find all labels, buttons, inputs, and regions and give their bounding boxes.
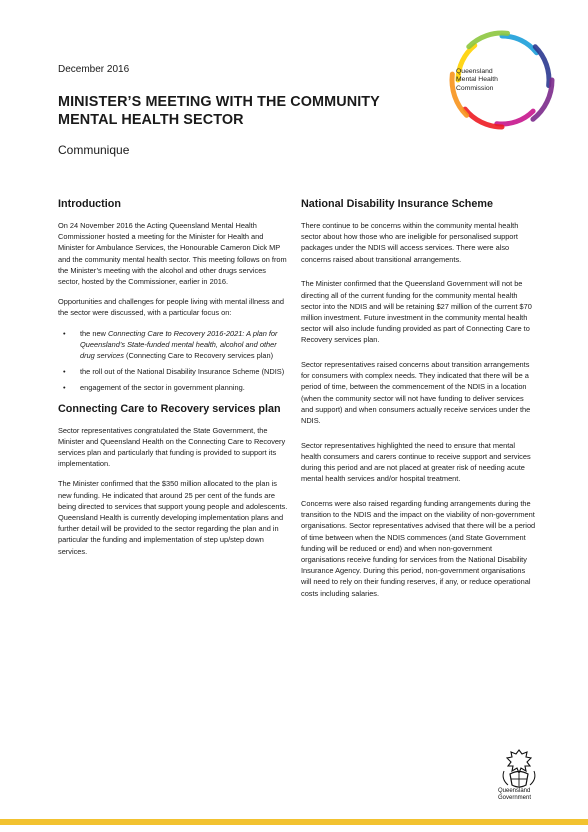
queensland-government-wordmark	[498, 788, 531, 802]
ndis-heading: National Disability Insurance Scheme	[301, 198, 494, 210]
footer-line-2: Government	[498, 795, 532, 801]
bullet-icon: •	[63, 367, 66, 377]
ccr-paragraph-1: Sector representatives congratulated the State Government, the Minister and Queensland Health on the Connecting Care to Recovery services plan and particularly that funding is provided to support its implementation.	[58, 425, 286, 469]
ccr-paragraph-2: The Minister confirmed that the $350 million allocated to the plan is new funding. He indicated that around 25 per cent of the funds are being directed to services that support young people and adolescents. Queensland Health is currently developing implementation plans and further detail will be provided to the sector regarding the plan and in particular the funding and implementation of step up/step down services.	[58, 479, 288, 556]
logo-ring-arc	[497, 111, 533, 124]
page-title: MINISTER’S MEETING WITH THE COMMUNITY MENTAL HEALTH SECTOR	[58, 94, 380, 128]
list-item-text-post: (Connecting Care to Recovery services plan)	[123, 351, 274, 361]
logo-ring-arc	[502, 36, 537, 53]
logo-line-1: Queensland	[456, 68, 493, 75]
queensland-government-crest-icon	[496, 747, 542, 791]
ccr-heading: Connecting Care to Recovery services plan	[58, 402, 281, 415]
footer-color-bar	[0, 819, 588, 825]
logo-ring-arc	[465, 109, 502, 127]
introduction-paragraph-1: On 24 November 2016 the Acting Queensland Mental Health Commissioner hosted a meeting for the Minister for Health and Minister for Ambulance Services, the Honourable Cameron Dick MP and the community mental health sector. This meeting follows on from the Minister’s meeting with the alcohol and other drugs services sector, hosted by the Commissioner, earlier in 2016.	[58, 221, 287, 287]
list-item-text: the roll out of the National Disability Insurance Scheme (NDIS)	[80, 367, 285, 377]
introduction-paragraph-2: Opportunities and challenges for people living with mental illness and the sector were discussed, with a particular focus on:	[58, 297, 284, 318]
ndis-paragraph-1: There continue to be concerns within the community mental health sector about how those who are ineligible for personalised support packages under the NDIS will access services. There were also concerns raised about transitional arrangements.	[301, 221, 519, 264]
logo-ring-arc	[469, 33, 508, 47]
ndis-paragraph-4: Sector representatives highlighted the need to ensure that mental health consumers and carers continue to receive support and services during this period and are not placed at greater risk of needing acute mental health services and/or hospital treatment.	[301, 440, 531, 484]
bullet-icon: •	[63, 328, 66, 338]
list-item-text: engagement of the sector in government planning.	[80, 383, 245, 393]
right-column	[301, 197, 536, 612]
list-item	[58, 366, 288, 377]
footer-line-1: Queensland	[498, 788, 531, 794]
list-item	[58, 328, 288, 362]
list-item-text-pre: the new	[80, 328, 108, 338]
ndis-paragraph-5: Concerns were also raised regarding funding arrangements during the transition to the NDIS and the impact on the viability of non-government organisations. Sector representatives advised that there will be a period of time between when the NDIS commences (and State Government funding will be reduced or end) and when non-government organisations receive funding for services from the National Disability Insurance Agency. During this period, non-government organisations will need to rely on their funding reserves, if any, or reduce operational costs including salaries.	[301, 499, 536, 598]
ndis-paragraph-2: The Minister confirmed that the Queensland Government will not be directing all of the current funding for the community mental health sector into the NDIS and will be retaining $27 million of the current $70 million investment. Future investment in the community mental health sector will also include funding provided as part of Connecting Care to Recovery services plan.	[301, 279, 532, 345]
page-subtitle: Communique	[58, 143, 130, 157]
list-item	[58, 382, 288, 393]
focus-list	[58, 328, 288, 394]
logo-line-3: Commission	[456, 84, 494, 92]
introduction-heading: Introduction	[58, 198, 121, 210]
plan-title-italic: Connecting Care to Recovery 2016-2021: A plan for Queensland’s State-funded mental health, alcohol and other drug services	[80, 328, 278, 361]
logo-wordmark	[456, 68, 546, 93]
document-date: December 2016	[58, 64, 130, 75]
logo-line-2: Mental Health	[456, 76, 498, 84]
left-column	[58, 197, 288, 566]
bullet-icon: •	[63, 383, 66, 393]
ndis-paragraph-3: Sector representatives raised concerns about transition arrangements for consumers with complex needs. They indicated that there will be a period of time, between the commencement of the NDIS in a location (when the community sector will not have funding to deliver services and support) and when consumers actually receive services under the NDIS.	[301, 360, 531, 426]
